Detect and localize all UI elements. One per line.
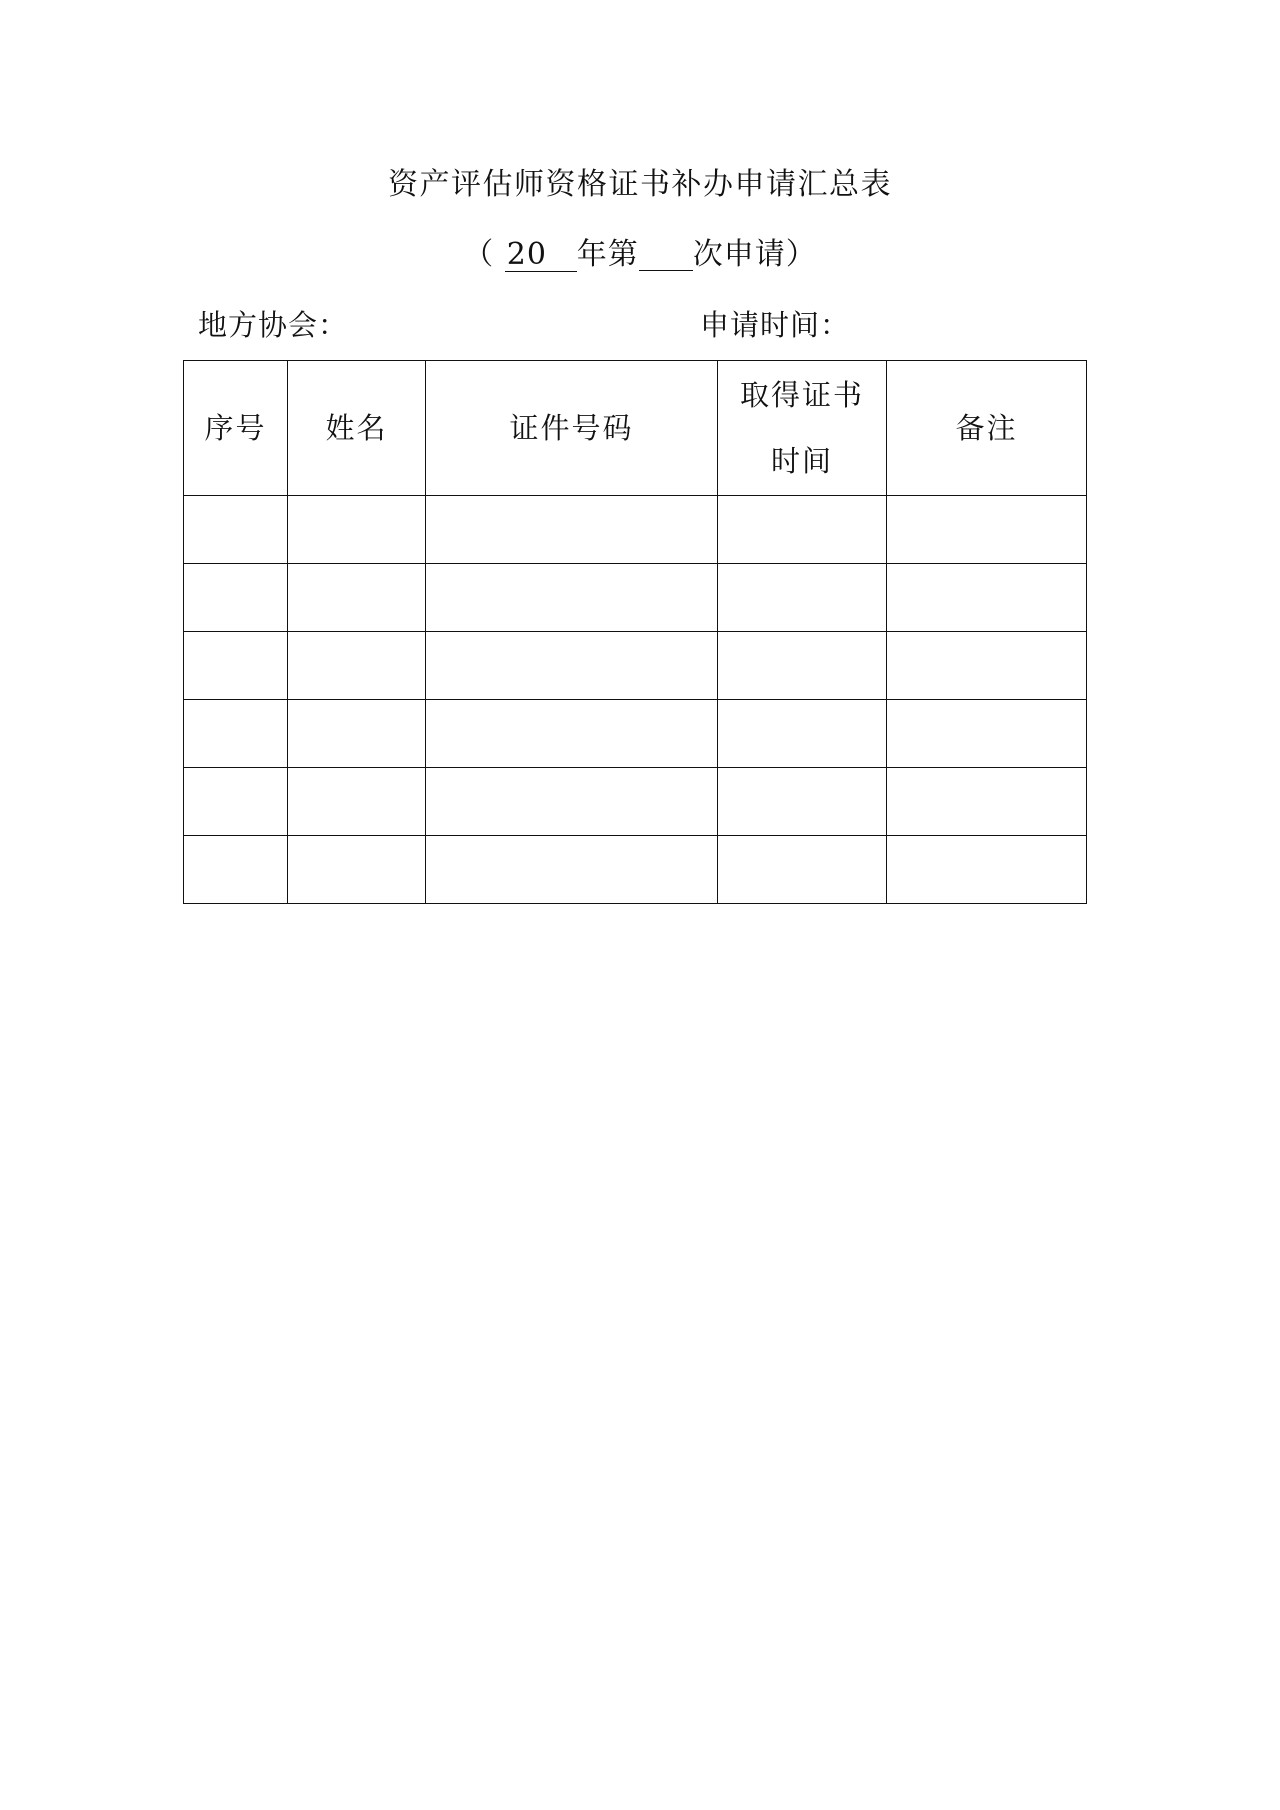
table-cell-name[interactable] xyxy=(288,632,426,700)
table-cell-seq[interactable] xyxy=(184,632,288,700)
column-header-line: 取得证书 xyxy=(739,378,864,412)
table-cell-seq[interactable] xyxy=(184,496,288,564)
table-cell-remark[interactable] xyxy=(887,700,1087,768)
table-cell-cert-time[interactable] xyxy=(718,768,887,836)
application-count-blank xyxy=(639,238,693,271)
table-cell-id-number[interactable] xyxy=(426,632,718,700)
table-cell-id-number[interactable] xyxy=(426,564,718,632)
table-row xyxy=(184,496,1087,564)
table-header-row xyxy=(184,361,1087,496)
table-cell-seq[interactable] xyxy=(184,700,288,768)
subtitle-close: 次申请） xyxy=(692,237,817,272)
column-header-name xyxy=(288,361,426,496)
column-header-line: 姓名 xyxy=(325,411,388,445)
association-label: 地方协会： xyxy=(198,308,349,342)
table-cell-cert-time[interactable] xyxy=(718,564,887,632)
table-cell-name[interactable] xyxy=(288,768,426,836)
table-cell-cert-time[interactable] xyxy=(718,836,887,904)
column-header-line: 序号 xyxy=(204,411,267,445)
column-header-line: 时间 xyxy=(770,444,833,478)
table-cell-remark[interactable] xyxy=(887,564,1087,632)
column-header-line: 备注 xyxy=(955,411,1018,445)
table-row xyxy=(184,768,1087,836)
table-cell-remark[interactable] xyxy=(887,632,1087,700)
column-header-seq xyxy=(184,361,288,496)
column-header-id-number xyxy=(426,361,718,496)
subtitle-open: （ xyxy=(463,237,505,272)
table-row xyxy=(184,564,1087,632)
table-row xyxy=(184,632,1087,700)
table-cell-cert-time[interactable] xyxy=(718,496,887,564)
table-cell-name[interactable] xyxy=(288,700,426,768)
column-header-remark xyxy=(887,361,1087,496)
table-cell-seq[interactable] xyxy=(184,564,288,632)
table-cell-id-number[interactable] xyxy=(426,700,718,768)
document-subtitle xyxy=(0,236,1280,274)
table-cell-remark[interactable] xyxy=(887,768,1087,836)
table-cell-remark[interactable] xyxy=(887,496,1087,564)
table-cell-seq[interactable] xyxy=(184,836,288,904)
table-body xyxy=(184,496,1087,904)
table-row xyxy=(184,836,1087,904)
summary-table xyxy=(183,360,1087,904)
table-cell-remark[interactable] xyxy=(887,836,1087,904)
table-cell-cert-time[interactable] xyxy=(718,632,887,700)
year-blank: 20 xyxy=(505,239,577,272)
apply-time-label: 申请时间： xyxy=(700,308,851,342)
table-cell-id-number[interactable] xyxy=(426,768,718,836)
table-cell-id-number[interactable] xyxy=(426,496,718,564)
table-cell-cert-time[interactable] xyxy=(718,700,887,768)
column-header-cert-time xyxy=(718,361,887,496)
table-cell-seq[interactable] xyxy=(184,768,288,836)
table-cell-id-number[interactable] xyxy=(426,836,718,904)
column-header-line: 证件号码 xyxy=(509,411,634,445)
subtitle-year-suffix: 年第 xyxy=(576,237,639,272)
table-cell-name[interactable] xyxy=(288,564,426,632)
table-row xyxy=(184,700,1087,768)
document-title: 资产评估师资格证书补办申请汇总表 xyxy=(388,167,892,202)
table-cell-name[interactable] xyxy=(288,836,426,904)
table-cell-name[interactable] xyxy=(288,496,426,564)
